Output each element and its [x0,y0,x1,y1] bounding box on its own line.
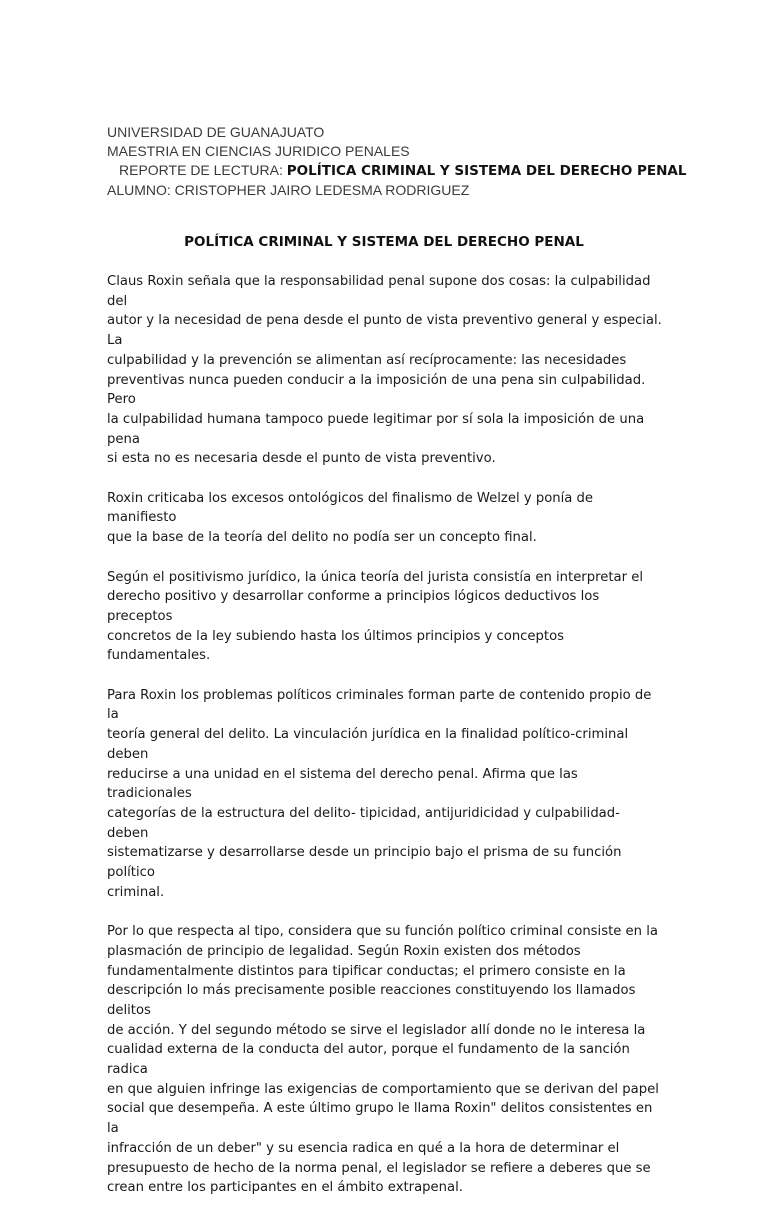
document-body [107,272,662,1218]
program-name: MAESTRIA EN CIENCIAS JURIDICO PENALES [107,143,410,159]
document-title: POLÍTICA CRIMINAL Y SISTEMA DEL DERECHO PENAL [184,234,584,250]
student-name: ALUMNO: CRISTOPHER JAIRO LEDESMA RODRIGUEZ [107,182,470,198]
paragraph: Para Roxin los problemas políticos criminales forman parte de contenido propio de la teoría general del delito. La vinculación jurídica en la finalidad político-criminal deben reducirse a una unidad en el sistema del derecho penal. Afirma que las tradicionales categorías de la estructura del delito- tipicidad, antijuridicidad y culpabilidad- deben sistematizarse y desarrollarse desde un principio bajo el prisma de su función político criminal. [107,687,652,900]
paragraph: Roxin criticaba los excesos ontológicos del finalismo de Welzel y ponía de manifiesto que la base de la teoría del delito no podía ser un concepto final. [107,490,594,546]
report-title: POLÍTICA CRIMINAL Y SISTEMA DEL DERECHO PENAL [286,163,687,179]
paragraph: Por lo que respecta al tipo, considera que su función político criminal consiste en la plasmación de principio de legalidad. Según Roxin existen dos métodos fundamentalmente distintos para tipificar conductas; el primero consiste en la descripción lo más precisamente posible reacciones constituyendo los llamados delitos de acción. Y del segundo método se sirve el legislador allí donde no le interesa la cualidad externa de la conducta del autor, porque el fundamento de la sanción radica en que alguien infringe las exigencias de comportamiento que se derivan del papel social que desempeña. A este último grupo le llama Roxin" delitos consistentes en la infracción de un deber" y su esencia radica en qué a la hora de determinar el presupuesto de hecho de la norma penal, el legislador se refiere a deberes que se crean entre los participantes en el ámbito extrapenal. [107,924,659,1196]
paragraph: Claus Roxin señala que la responsabilidad penal supone dos cosas: la culpabilidad del autor y la necesidad de pena desde el punto de vista preventivo general y especial. La culpabilidad y la prevención se alimentan así recíprocamente: las necesidades preventivas nunca pueden conducir a la imposición de una pena sin culpabilidad. Pero la culpabilidad humana tampoco puede legitimar por sí sola la imposición de una pena si esta no es necesaria desde el punto de vista preventivo. [107,274,662,467]
paragraph: Según el positivismo jurídico, la única teoría del jurista consistía en interpretar el derecho positivo y desarrollar conforme a principios lógicos deductivos los preceptos concretos de la ley subiendo hasta los últimos principios y conceptos fundamentales. [107,569,643,664]
university-name: UNIVERSIDAD DE GUANAJUATO [107,124,325,140]
report-label: REPORTE DE LECTURA: [119,162,287,178]
report-line [107,161,707,181]
document-header [107,123,707,200]
